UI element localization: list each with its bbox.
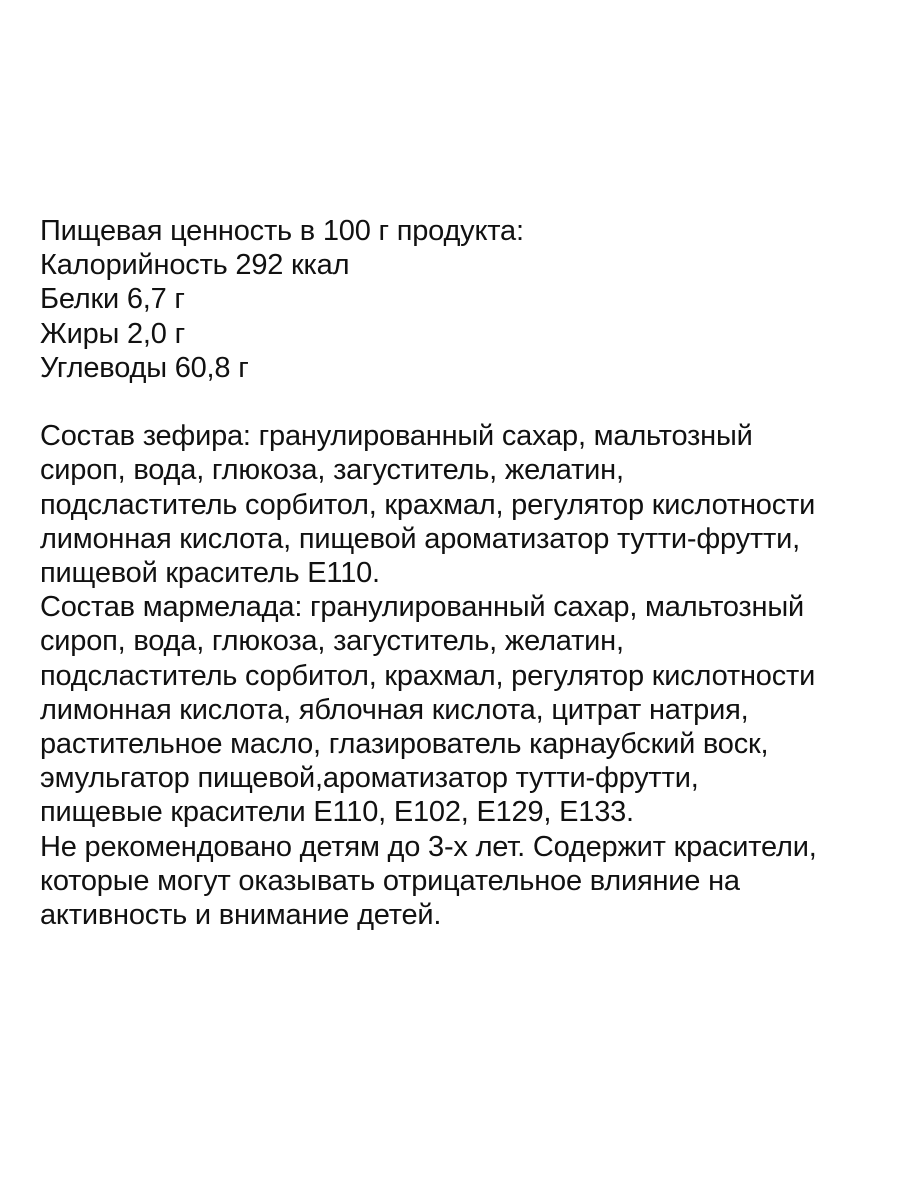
nutrition-protein: Белки 6,7 г (40, 283, 185, 316)
product-info-text (40, 214, 880, 932)
nutrition-heading: Пищевая ценность в 100 г продукта: (40, 215, 524, 247)
paragraph-spacer (40, 385, 880, 419)
zefir-composition-line: пищевой краситель Е110. (40, 557, 380, 590)
marmalade-composition-line: подсластитель сорбитол, крахмал, регулятор кислотности (40, 659, 816, 692)
nutrition-carbs: Углеводы 60,8 г (40, 351, 249, 384)
nutrition-calories: Калорийность 292 ккал (40, 249, 350, 282)
zefir-composition-line: лимонная кислота, пищевой ароматизатор тутти-фрутти, (40, 522, 800, 555)
zefir-composition-line: Состав зефира: гранулированный сахар, мальтозный (40, 420, 753, 453)
warning-line: Не рекомендовано детям до 3-х лет. Содержит красители, (40, 830, 817, 863)
nutrition-fat: Жиры 2,0 г (40, 317, 185, 350)
zefir-composition-line: подсластитель сорбитол, крахмал, регулятор кислотности (40, 488, 816, 521)
marmalade-composition-line: эмульгатор пищевой,ароматизатор тутти-фрутти, (40, 762, 699, 795)
zefir-composition-line: сироп, вода, глюкоза, загуститель, желатин, (40, 454, 624, 487)
marmalade-composition-line: лимонная кислота, яблочная кислота, цитрат натрия, (40, 693, 749, 726)
marmalade-composition-line: пищевые красители Е110, Е102, Е129, Е133. (40, 796, 634, 829)
warning-line: активность и внимание детей. (40, 899, 442, 932)
marmalade-composition-line: Состав мармелада: гранулированный сахар, мальтозный (40, 591, 804, 624)
marmalade-composition-line: растительное масло, глазирователь карнаубский воск, (40, 728, 769, 761)
warning-line: которые могут оказывать отрицательное влияние на (40, 864, 740, 897)
marmalade-composition-line: сироп, вода, глюкоза, загуститель, желатин, (40, 625, 624, 658)
